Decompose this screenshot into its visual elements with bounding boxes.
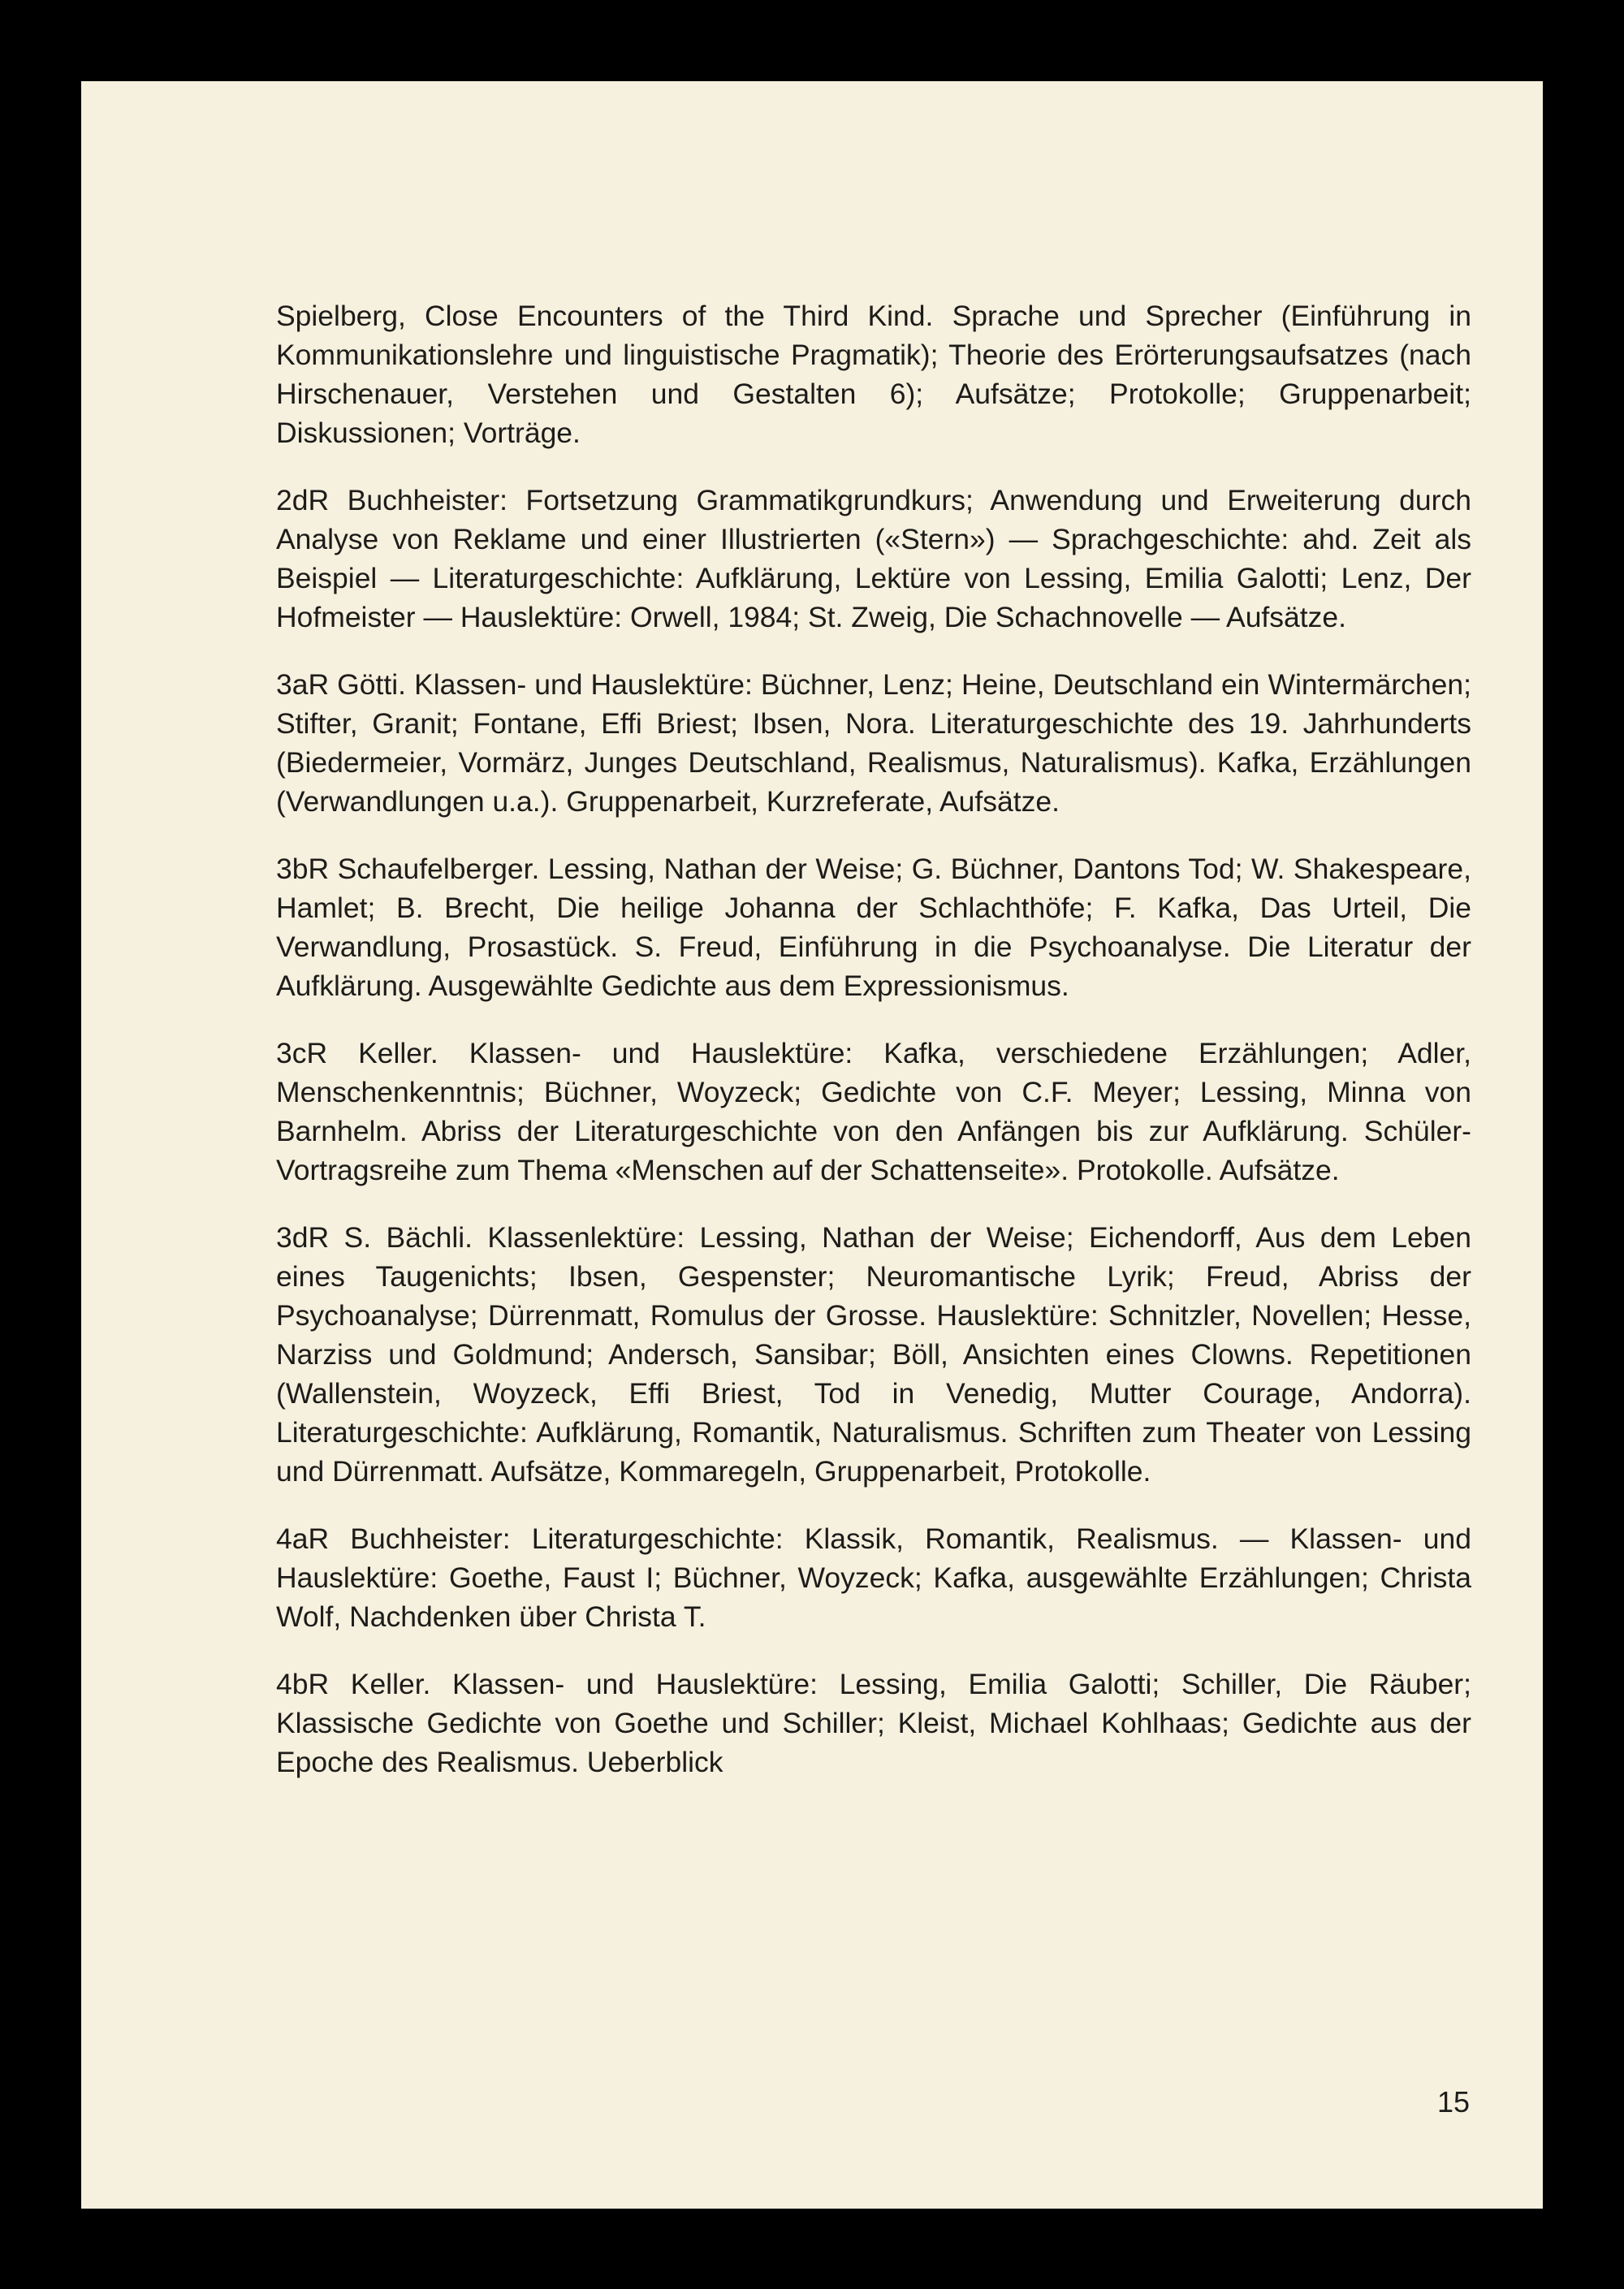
- paragraph-4ar: 4aR Buchheister: Literaturgeschichte: Klassik, Romantik, Realismus. — Klassen- und Hauslektüre: Goethe, Faust I; Büchner, Woyzeck; Kafka, ausgewählte Erzählungen; Christa Wolf, Nachdenken über Christa T.: [276, 1522, 1471, 1633]
- paragraph-3cr: 3cR Keller. Klassen- und Hauslektüre: Kafka, verschiedene Erzählungen; Adler, Menschenkenntnis; Büchner, Woyzeck; Gedichte von C.F. Meyer; Lessing, Minna von Barnhelm. Abriss der Literaturgeschichte von den Anfängen bis zur Aufklärung. Schüler-Vortragsreihe zum Thema «Menschen auf der Schattenseite». Protokolle. Aufsätze.: [276, 1037, 1471, 1186]
- paragraph-3br: 3bR Schaufelberger. Lessing, Nathan der Weise; G. Büchner, Dantons Tod; W. Shakespeare, Hamlet; B. Brecht, Die heilige Johanna der Schlachthöfe; F. Kafka, Das Urteil, Die Verwandlung, Prosastück. S. Freud, Einführung in die Psychoanalyse. Die Literatur der Aufklärung. Ausgewählte Gedichte aus dem Expressionismus.: [276, 853, 1471, 1002]
- paragraph-3dr: 3dR S. Bächli. Klassenlektüre: Lessing, Nathan der Weise; Eichendorff, Aus dem Leben eines Taugenichts; Ibsen, Gespenster; Neuromantische Lyrik; Freud, Abriss der Psychoanalyse; Dürrenmatt, Romulus der Grosse. Hauslektüre: Schnitzler, Novellen; Hesse, Narziss und Goldmund; Andersch, Sansibar; Böll, Ansichten eines Clowns. Repetitionen (Wallenstein, Woyzeck, Effi Briest, Tod in Venedig, Mutter Courage, Andorra). Literaturgeschichte: Aufklärung, Romantik, Naturalismus. Schriften zum Theater von Lessing und Dürrenmatt. Aufsätze, Kommaregeln, Gruppenarbeit, Protokolle.: [276, 1221, 1471, 1488]
- paragraph-spielberg: Spielberg, Close Encounters of the Third Kind. Sprache und Sprecher (Einführung in Kommunikationslehre und linguistische Pragmatik); Theorie des Erörterungsaufsatzes (nach Hirschenauer, Verstehen und Gestalten 6); Aufsätze; Protokolle; Gruppenarbeit; Diskussionen; Vorträge.: [276, 300, 1471, 449]
- paragraph-4br: 4bR Keller. Klassen- und Hauslektüre: Lessing, Emilia Galotti; Schiller, Die Räuber; Klassische Gedichte von Goethe und Schiller; Kleist, Michael Kohlhaas; Gedichte aus der Epoche des Realismus. Ueberblick: [276, 1668, 1471, 1778]
- document-page: [81, 81, 1543, 2209]
- body-text: [276, 296, 1471, 1810]
- page-number: 15: [1436, 2085, 1470, 2118]
- paragraph-2dr: 2dR Buchheister: Fortsetzung Grammatikgrundkurs; Anwendung und Erweiterung durch Analyse von Reklame und einer Illustrierten («Stern») — Sprachgeschichte: ahd. Zeit als Beispiel — Literaturgeschichte: Aufklärung, Lektüre von Lessing, Emilia Galotti; Lenz, Der Hofmeister — Hauslektüre: Orwell, 1984; St. Zweig, Die Schachnovelle — Aufsätze.: [276, 484, 1471, 633]
- paragraph-3ar: 3aR Götti. Klassen- und Hauslektüre: Büchner, Lenz; Heine, Deutschland ein Wintermärchen; Stifter, Granit; Fontane, Effi Briest; Ibsen, Nora. Literaturgeschichte des 19. Jahrhunderts (Biedermeier, Vormärz, Junges Deutschland, Realismus, Naturalismus). Kafka, Erzählungen (Verwandlungen u.a.). Gruppenarbeit, Kurzreferate, Aufsätze.: [276, 668, 1471, 818]
